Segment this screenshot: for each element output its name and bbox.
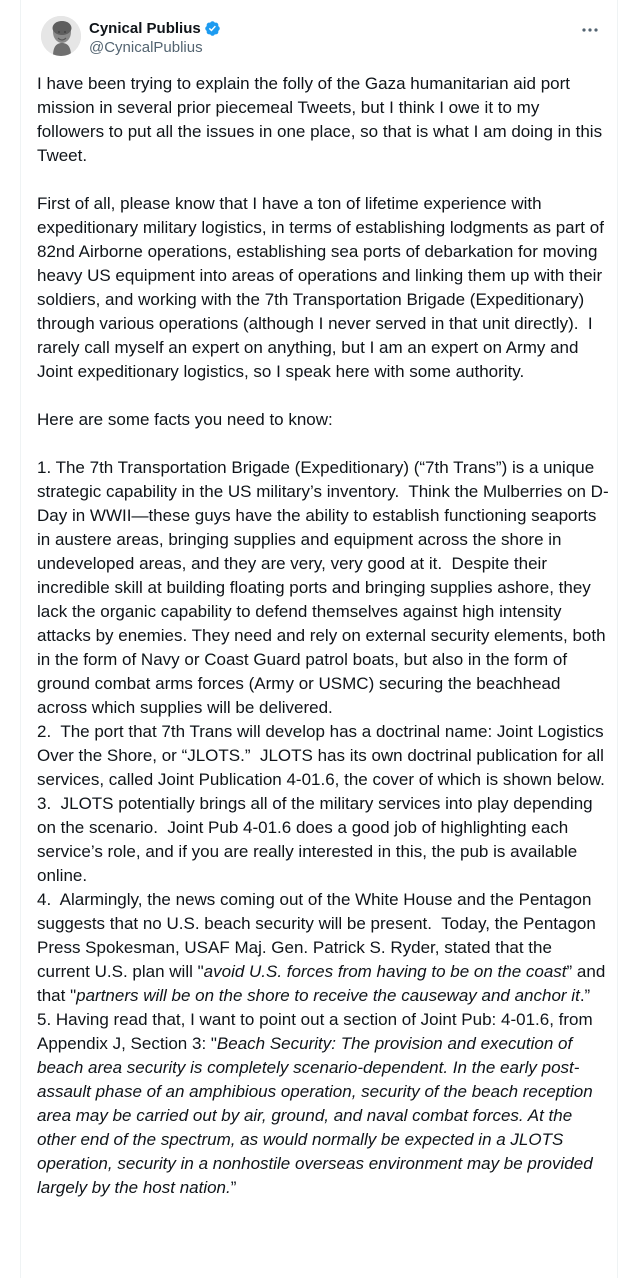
list-item-text: ” bbox=[230, 1178, 237, 1197]
list-item: 1. The 7th Transportation Brigade (Expeditionary) (“7th Trans”) is a unique strategic capability in the US military’s inventory. Think the Mulberries on D-Day in WWII—these guys have the ability to establish functioning seaports in austere areas, bringing supplies and equipment across the shore in undeveloped areas, and they are very, very good at it. Despite their incredible skill at building floating ports and bringing supplies ashore, they lack the organic capability to defend themselves against high intensity attacks by enemies. They need and rely on external security elements, both in the form of Navy or Coast Guard patrol boats, but also in the form of ground combat arms forces (Army or USMC) securing the beachhead across which supplies will be delivered. bbox=[37, 458, 611, 717]
quote-text: partners will be on the shore to receive the causeway and anchor it bbox=[76, 986, 580, 1005]
author-names bbox=[89, 18, 221, 56]
author-display-name[interactable]: Cynical Publius bbox=[89, 19, 201, 37]
author-handle[interactable]: @CynicalPublius bbox=[89, 39, 203, 56]
list-item: 3. JLOTS potentially brings all of the military services into play depending on the scenario. Joint Pub 4-01.6 does a good job of highlighting each service’s role, and if you are really interested in this, the pub is available online. bbox=[37, 794, 598, 885]
list-item-text: .” bbox=[579, 986, 591, 1005]
more-options-button[interactable] bbox=[579, 20, 601, 40]
list-item bbox=[37, 1008, 609, 1200]
verified-badge-icon bbox=[204, 20, 221, 37]
tweet-header bbox=[41, 16, 601, 64]
bust-statue-avatar-icon bbox=[41, 16, 81, 56]
tweet-text bbox=[37, 72, 609, 1200]
avatar[interactable] bbox=[41, 16, 81, 56]
tweet-paragraph: First of all, please know that I have a ton of lifetime experience with expeditionary military logistics, in terms of establishing lodgments as part of 82nd Airborne operations, establishing sea ports of debarkation for moving heavy US equipment into areas of operations and linking them up with their soldiers, and working with the 7th Transportation Brigade (Expeditionary) through various operations (although I never served in that unit directly). I rarely call myself an expert on anything, but I am an expert on Army and Joint expeditionary logistics, so I speak here with some authority. bbox=[37, 194, 609, 381]
list-item bbox=[37, 888, 609, 1008]
more-dots-icon bbox=[581, 27, 599, 33]
list-item-text: ” and that " bbox=[37, 962, 611, 1005]
quote-text: avoid U.S. forces from having to be on the coast bbox=[203, 962, 567, 981]
list-item-text: 5. Having read that, I want to point out a section of Joint Pub: 4-01.6, from Appendix J, Section 3: " bbox=[37, 1010, 597, 1053]
tweet-paragraph: Here are some facts you need to know: bbox=[37, 410, 333, 429]
quote-text: Beach Security: The provision and execution of beach area security is completely scenario-dependent. In the early post-assault phase of an amphibious operation, security of the beach reception area may be carried out by air, ground, and naval combat forces. At the other end of the spectrum, as would normally be expected in a JLOTS operation, security in a nonhostile overseas environment may be provided largely by the host nation. bbox=[37, 1034, 598, 1197]
list-item-text: 4. Alarmingly, the news coming out of the White House and the Pentagon suggests that no U.S. beach security will be present. Today, the Pentagon Press Spokesman, USAF Maj. Gen. Patrick S. Ryder, stated that the current U.S. plan will " bbox=[37, 890, 601, 981]
list-item: 2. The port that 7th Trans will develop has a doctrinal name: Joint Logistics Over the Shore, or “JLOTS.” JLOTS has its own doctrinal publication for all services, called Joint Publication 4-01.6, the cover of which is shown below. bbox=[37, 722, 609, 789]
tweet-paragraph: I have been trying to explain the folly of the Gaza humanitarian aid port mission in several prior piecemeal Tweets, but I think I owe it to my followers to put all the issues in one place, so that is what I am doing in this Tweet. bbox=[37, 74, 607, 165]
